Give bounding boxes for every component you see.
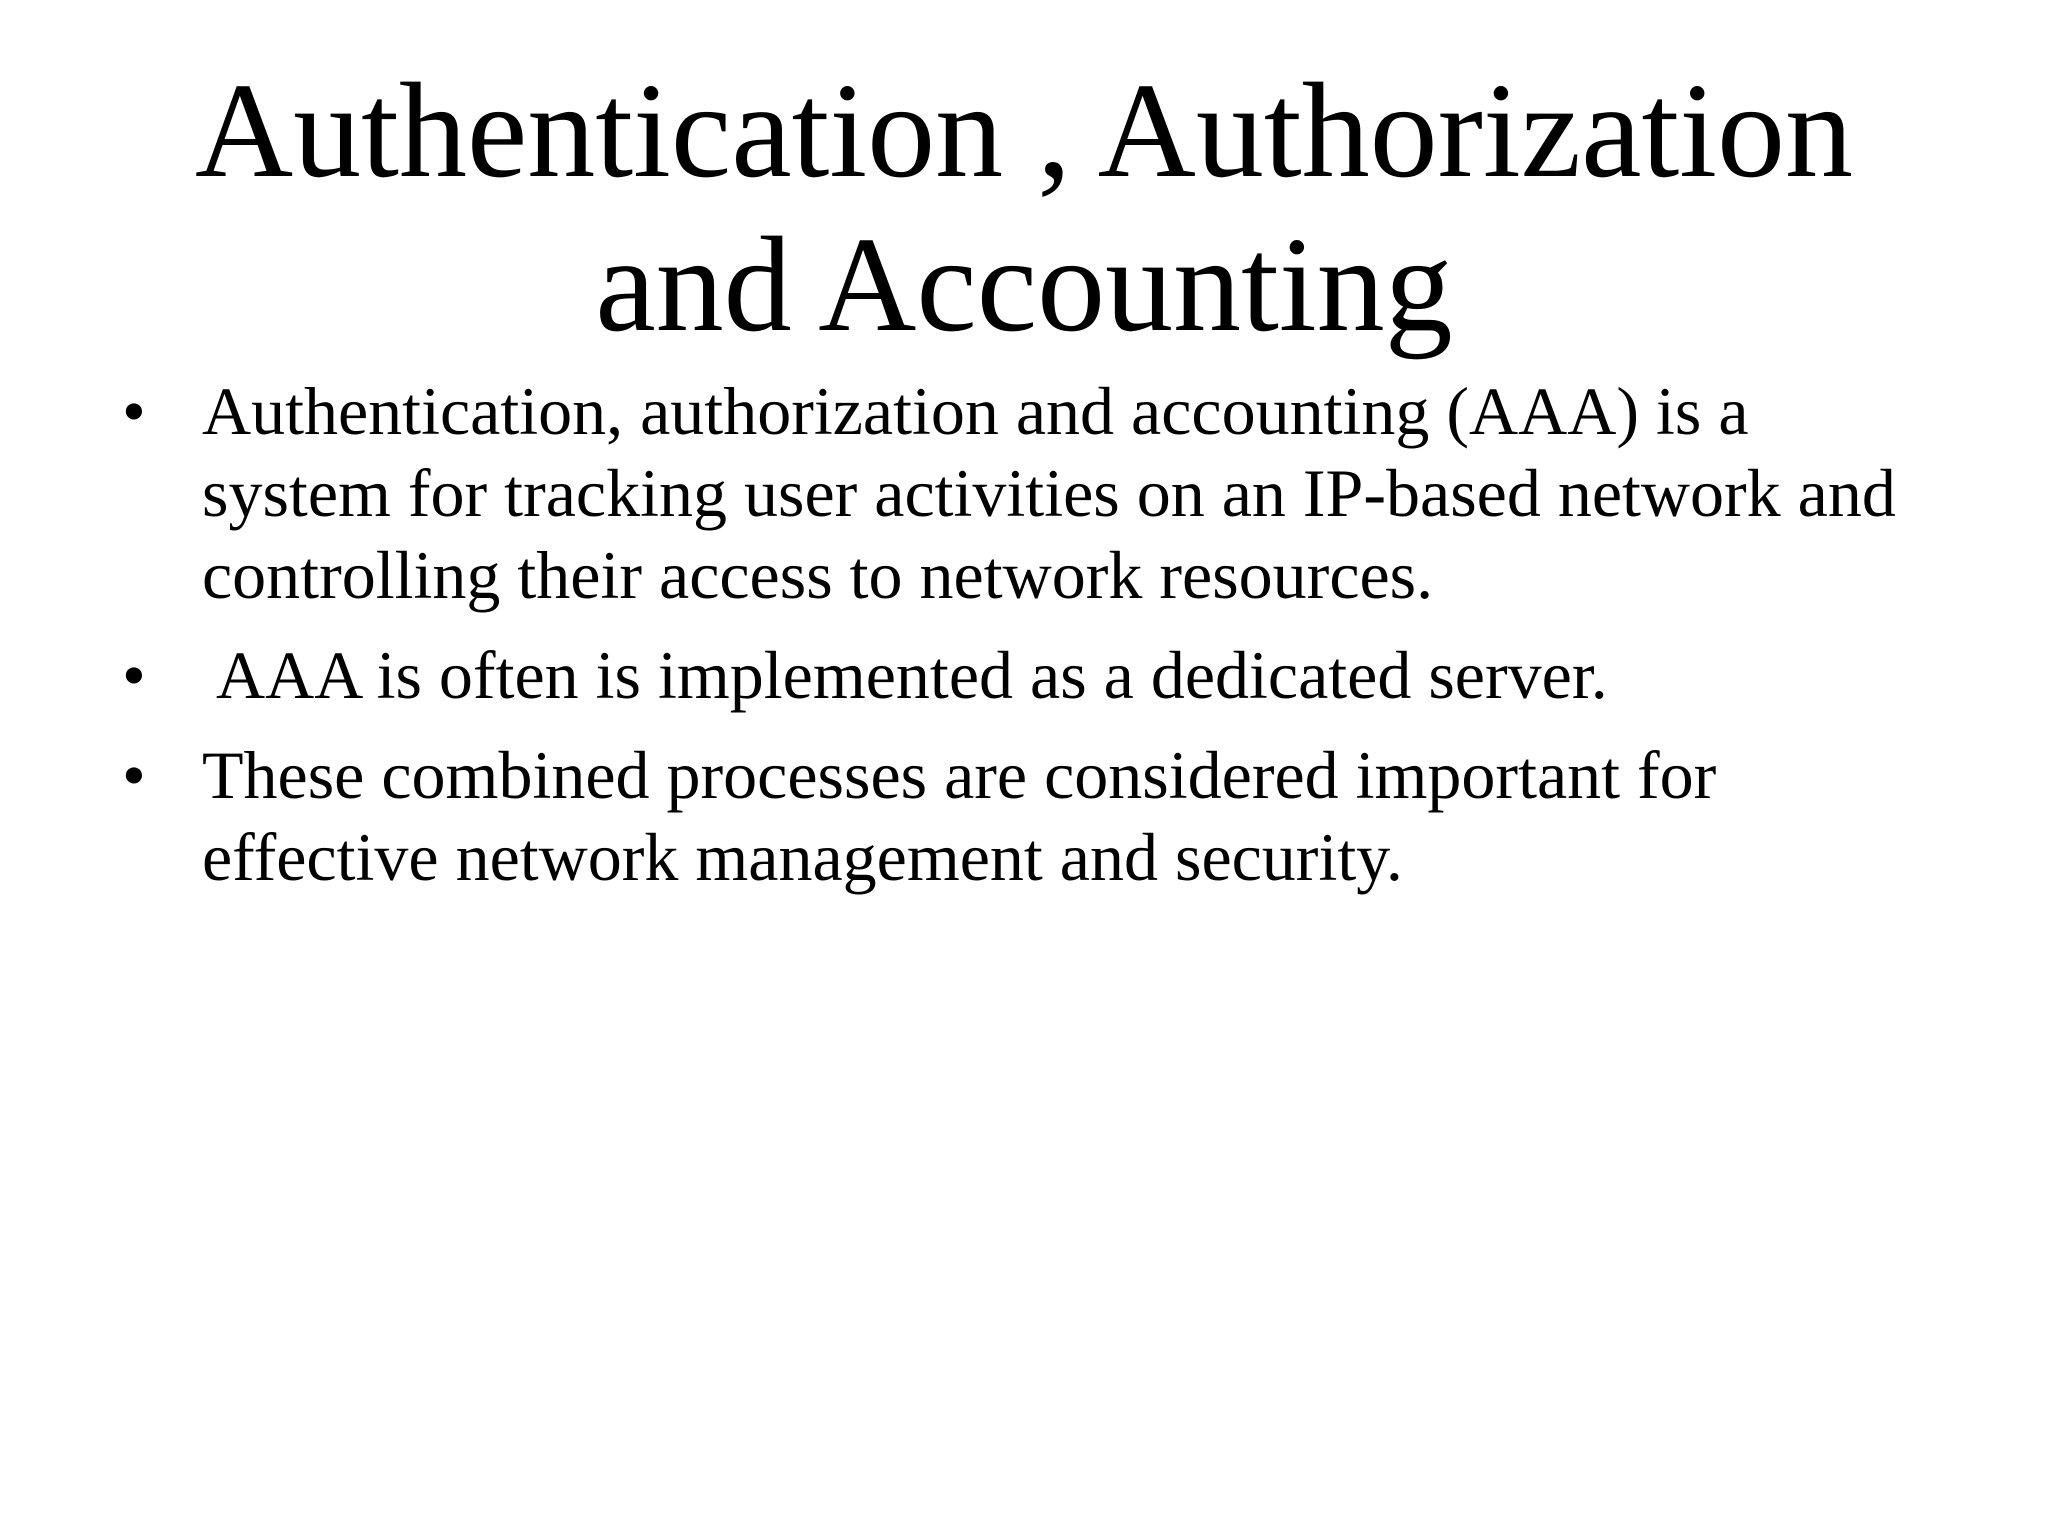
bullet-item [118, 734, 1938, 898]
bullet-list [118, 370, 1938, 916]
bullet-icon: • [122, 637, 146, 713]
slide-title: Authentication , Authorization and Accounting [194, 56, 1854, 360]
bullet-text: Authentication, authorization and accounting (AAA) is a system for tracking user activities on an IP-based network and controlling their access to network resources. [202, 373, 1896, 613]
bullet-icon: • [122, 737, 146, 813]
bullet-item [118, 370, 1938, 616]
bullet-item [118, 634, 1938, 716]
bullet-icon: • [122, 373, 146, 449]
bullet-text: These combined processes are considered important for effective network management and security. [202, 737, 1717, 895]
bullet-text: AAA is often is implemented as a dedicated server. [216, 637, 1608, 713]
